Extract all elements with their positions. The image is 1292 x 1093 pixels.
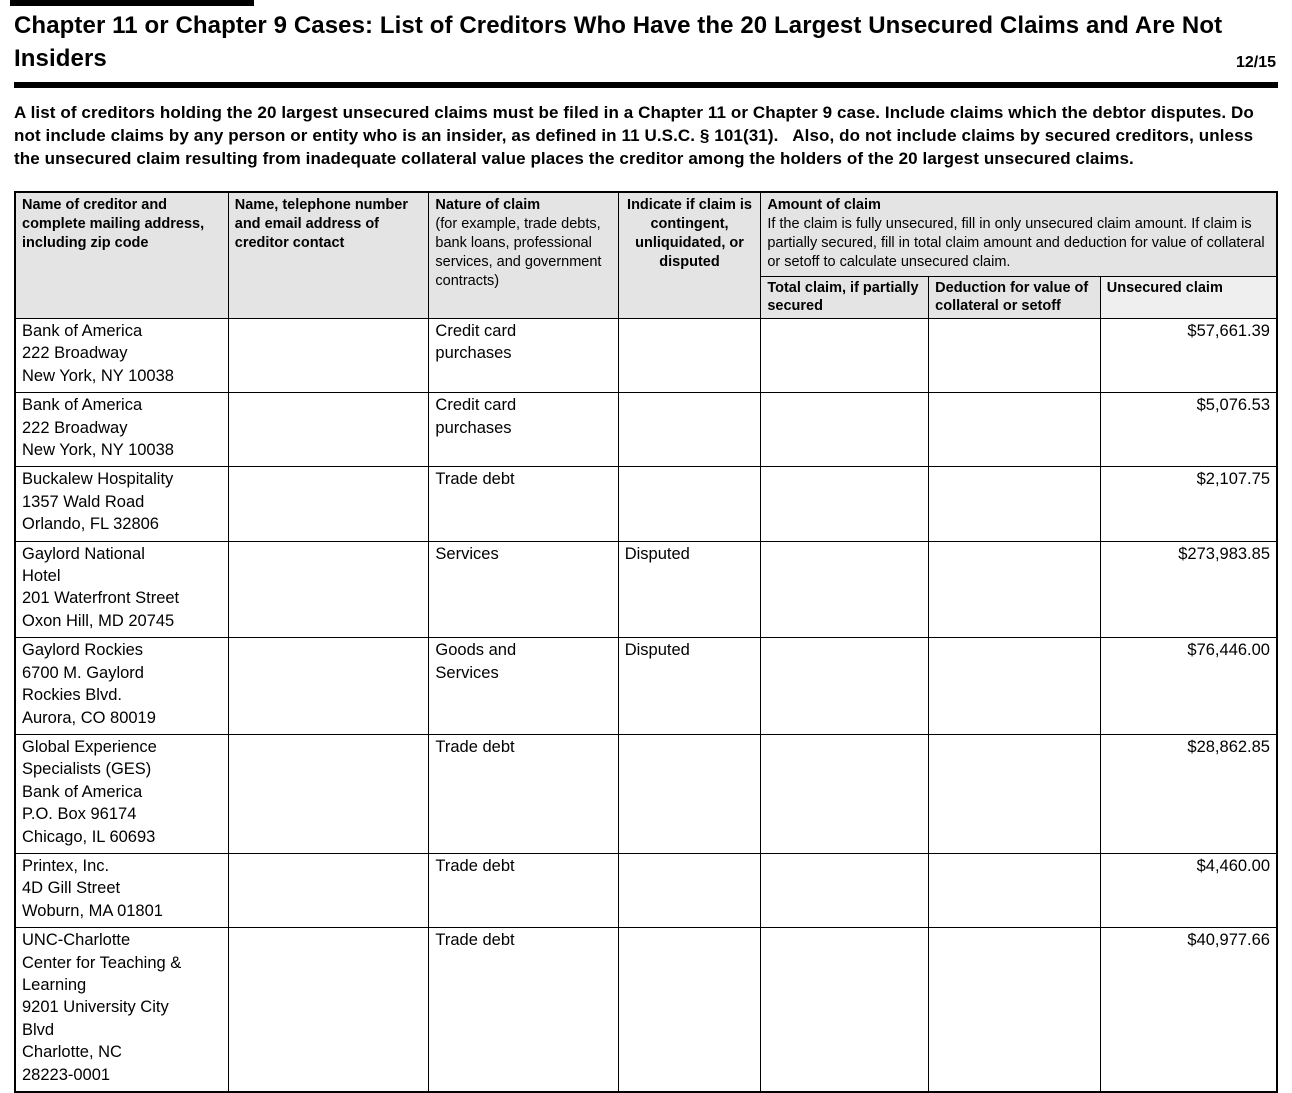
contingent-cell — [618, 319, 761, 393]
nature-cell: Credit card purchases — [429, 319, 618, 393]
deduction-cell — [929, 319, 1101, 393]
contact-cell — [228, 467, 429, 541]
contact-cell — [228, 734, 429, 853]
creditor-cell: Bank of America 222 Broadway New York, NY 10038 — [15, 393, 228, 467]
contact-cell — [228, 393, 429, 467]
deduction-cell — [929, 393, 1101, 467]
nature-cell: Trade debt — [429, 467, 618, 541]
header-total-claim-label: Total claim, if partially secured — [767, 280, 919, 314]
contingent-cell — [618, 928, 761, 1092]
unsecured-cell: $28,862.85 — [1100, 734, 1277, 853]
header-contact — [228, 192, 429, 319]
unsecured-cell: $2,107.75 — [1100, 467, 1277, 541]
contingent-cell — [618, 853, 761, 927]
deduction-cell — [929, 467, 1101, 541]
total-claim-cell — [761, 467, 929, 541]
header-deduction-label: Deduction for value of collateral or setoff — [935, 280, 1089, 314]
creditor-cell: Gaylord Rockies 6700 M. Gaylord Rockies Blvd. Aurora, CO 80019 — [15, 638, 228, 735]
table-row — [15, 734, 1277, 853]
contact-cell — [228, 638, 429, 735]
unsecured-cell: $57,661.39 — [1100, 319, 1277, 393]
total-claim-cell — [761, 638, 929, 735]
contact-cell — [228, 853, 429, 927]
creditor-cell: UNC-Charlotte Center for Teaching & Learning 9201 University City Blvd Charlotte, NC 28223-0001 — [15, 928, 228, 1092]
header-nature — [429, 192, 618, 319]
deduction-cell — [929, 853, 1101, 927]
header-contingent — [618, 192, 761, 319]
page-title: Chapter 11 or Chapter 9 Cases: List of Creditors Who Have the 20 Largest Unsecured Claims and Are Not Insiders — [14, 12, 1223, 72]
header-total-claim — [761, 277, 929, 319]
header-contact-label: Name, telephone number and email address of creditor contact — [234, 197, 408, 251]
contingent-cell — [618, 467, 761, 541]
contact-cell — [228, 319, 429, 393]
form-version-label: 12/15 — [1235, 54, 1276, 71]
deduction-cell — [929, 638, 1101, 735]
header-unsecured-label: Unsecured claim — [1106, 280, 1223, 296]
creditors-table-head — [15, 192, 1277, 319]
creditor-cell: Buckalew Hospitality 1357 Wald Road Orlando, FL 32806 — [15, 467, 228, 541]
contingent-cell — [618, 393, 761, 467]
unsecured-cell: $5,076.53 — [1100, 393, 1277, 467]
deduction-cell — [929, 928, 1101, 1092]
unsecured-cell: $4,460.00 — [1100, 853, 1277, 927]
contact-cell — [228, 928, 429, 1092]
total-claim-cell — [761, 393, 929, 467]
creditor-cell: Global Experience Specialists (GES) Bank of America P.O. Box 96174 Chicago, IL 60693 — [15, 734, 228, 853]
creditors-table — [14, 191, 1278, 1093]
table-row — [15, 467, 1277, 541]
total-claim-cell — [761, 928, 929, 1092]
unsecured-cell: $76,446.00 — [1100, 638, 1277, 735]
header-nature-note: (for example, trade debts, bank loans, professional services, and government contracts) — [435, 216, 602, 289]
title-block — [14, 0, 1278, 75]
total-claim-cell — [761, 541, 929, 638]
nature-cell: Credit card purchases — [429, 393, 618, 467]
nature-cell: Trade debt — [429, 734, 618, 853]
table-row — [15, 541, 1277, 638]
header-deduction — [929, 277, 1101, 319]
table-row — [15, 319, 1277, 393]
unsecured-cell: $40,977.66 — [1100, 928, 1277, 1092]
creditor-cell: Gaylord National Hotel 201 Waterfront Street Oxon Hill, MD 20745 — [15, 541, 228, 638]
table-row — [15, 638, 1277, 735]
total-claim-cell — [761, 319, 929, 393]
creditor-table-body — [15, 319, 1277, 1093]
header-contingent-label: Indicate if claim is contingent, unliquidated, or disputed — [627, 197, 752, 270]
deduction-cell — [929, 541, 1101, 638]
header-unsecured — [1100, 277, 1277, 319]
total-claim-cell — [761, 734, 929, 853]
header-amount-title: Amount of claim — [767, 197, 881, 213]
total-claim-cell — [761, 853, 929, 927]
header-creditor — [15, 192, 228, 319]
unsecured-cell: $273,983.85 — [1100, 541, 1277, 638]
header-nature-title: Nature of claim — [435, 197, 541, 213]
header-amount-note: If the claim is fully unsecured, fill in only unsecured claim amount. If claim is partially secured, fill in total claim amount and deduction for value of collateral or setoff to calculate unsecured claim. — [767, 216, 1265, 270]
contingent-cell: Disputed — [618, 541, 761, 638]
creditor-cell: Printex, Inc. 4D Gill Street Woburn, MA 01801 — [15, 853, 228, 927]
nature-cell: Goods and Services — [429, 638, 618, 735]
title-divider — [14, 82, 1278, 88]
nature-cell: Trade debt — [429, 853, 618, 927]
contingent-cell: Disputed — [618, 638, 761, 735]
creditor-cell: Bank of America 222 Broadway New York, NY 10038 — [15, 319, 228, 393]
nature-cell: Trade debt — [429, 928, 618, 1092]
contingent-cell — [618, 734, 761, 853]
instructions-paragraph: A list of creditors holding the 20 largest unsecured claims must be filed in a Chapter 11 or Chapter 9 case. Include claims which the debtor disputes. Do not include claims by any person or entity who is an insider, as defined in 11 U.S.C. § 101(31). Also, do not include claims by secured creditors, unless the unsecured claim resulting from inadequate collateral value places the creditor among the holders of the 20 largest unsecured claims. — [14, 103, 1259, 168]
table-row — [15, 853, 1277, 927]
deduction-cell — [929, 734, 1101, 853]
header-creditor-label: Name of creditor and complete mailing address, including zip code — [22, 197, 205, 251]
header-amount — [761, 192, 1277, 277]
contact-cell — [228, 541, 429, 638]
table-row — [15, 928, 1277, 1092]
nature-cell: Services — [429, 541, 618, 638]
table-row — [15, 393, 1277, 467]
